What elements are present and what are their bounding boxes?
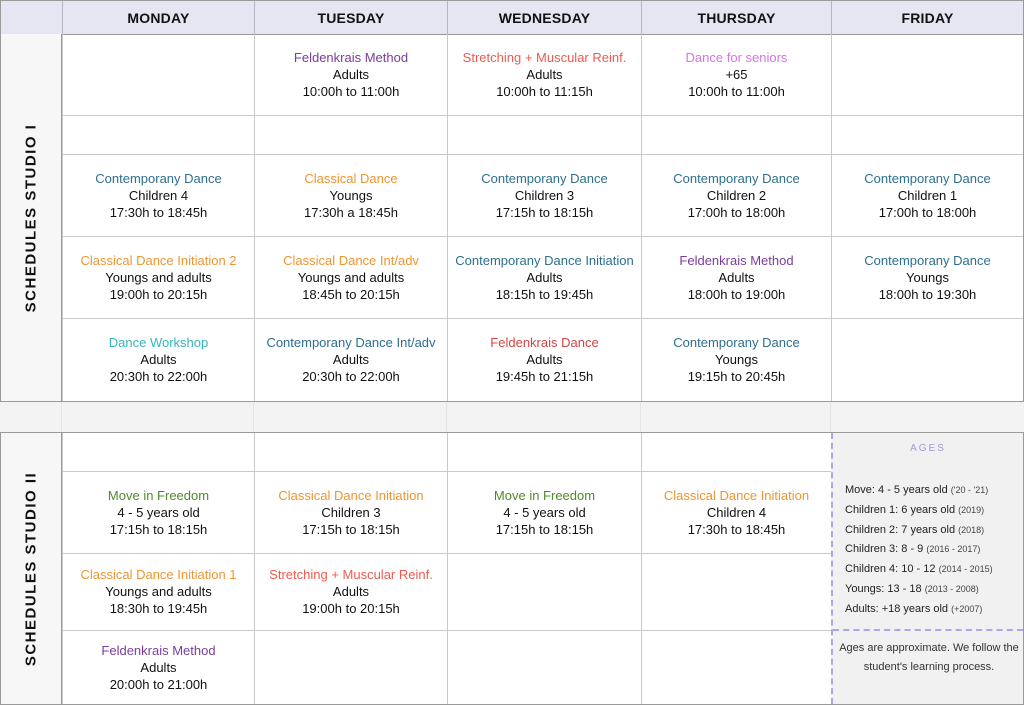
class-hours: 17:30h to 18:45h — [687, 521, 786, 537]
class-hours: 20:30h to 22:00h — [109, 369, 208, 384]
class-age-group: Adults — [332, 584, 370, 599]
studio-2-side-label — [1, 433, 62, 704]
class-hours: 19:00h to 20:15h — [302, 601, 400, 616]
class-age-group: Children 4 — [128, 187, 189, 203]
empty-cell — [831, 115, 1023, 154]
class-title: Contemporany Dance — [481, 170, 608, 186]
header-friday: FRIDAY — [831, 1, 1023, 34]
age-group-range: 7 years old — [901, 523, 956, 536]
header-tuesday: TUESDAY — [254, 1, 447, 34]
class-age-group: Youngs and adults — [105, 584, 212, 599]
class-title: Move in Freedom — [107, 487, 210, 503]
age-group-range: 4 - 5 years old — [878, 484, 948, 496]
class-title: Classical Dance Initiation 1 — [80, 567, 237, 582]
empty-cell — [62, 433, 254, 471]
header-wednesday: WEDNESDAY — [447, 1, 641, 34]
age-group-range: 8 - 9 — [901, 543, 924, 556]
empty-cell — [254, 433, 447, 471]
class-hours: 17:00h to 18:00h — [878, 204, 977, 220]
class-cell — [641, 34, 831, 115]
class-cell — [831, 236, 1023, 318]
age-group-years: (2014 - 2015) — [938, 564, 993, 575]
class-cell — [62, 553, 254, 630]
class-title: Move in Freedom — [493, 487, 596, 503]
class-age-group: Adults — [526, 269, 563, 285]
age-group-item — [845, 501, 1021, 521]
class-hours: 19:15h to 20:45h — [687, 369, 786, 384]
class-title: Contemporany Dance — [864, 252, 991, 268]
class-hours: 18:45h to 20:15h — [302, 286, 400, 302]
class-age-group: 4 - 5 years old — [117, 504, 200, 520]
empty-cell — [641, 433, 831, 471]
class-hours: 17:15h to 18:15h — [495, 521, 594, 537]
class-age-group: Adults — [526, 66, 563, 82]
age-group-years: (2019) — [958, 504, 985, 515]
class-age-group: Adults — [526, 352, 563, 367]
class-age-group: Adults — [140, 352, 177, 367]
ages-title: AGES — [910, 443, 946, 454]
age-group-label: Children 1: — [845, 503, 899, 516]
class-age-group: Youngs — [906, 269, 949, 285]
empty-cell — [447, 115, 641, 154]
class-hours: 17:15h to 18:15h — [302, 521, 400, 537]
age-group-range: +18 years old — [881, 602, 949, 615]
class-hours: 10:00h to 11:15h — [496, 83, 593, 99]
class-hours: 18:15h to 19:45h — [495, 286, 594, 302]
class-title: Contemporany Dance — [673, 170, 800, 186]
table-separator — [0, 402, 1024, 432]
class-hours: 19:00h to 20:15h — [109, 286, 208, 302]
age-group-label: Youngs: — [845, 582, 885, 595]
header-thursday: THURSDAY — [641, 1, 831, 34]
class-hours: 18:00h to 19:00h — [687, 286, 786, 302]
class-cell — [62, 318, 254, 401]
class-cell — [447, 154, 641, 236]
studio-2-label: SCHEDULES STUDIO II — [22, 471, 40, 666]
class-age-group: Children 3 — [321, 504, 381, 520]
empty-cell — [641, 630, 831, 704]
class-title: Classical Dance Initiation — [278, 487, 424, 503]
class-cell — [447, 34, 641, 115]
class-title: Contemporany Dance Initiation — [455, 252, 634, 268]
empty-cell — [641, 553, 831, 630]
age-group-range: 13 - 18 — [887, 582, 922, 595]
class-title: Feldenkrais Method — [679, 252, 794, 268]
ages-divider — [833, 629, 1023, 631]
age-group-years: (2013 - 2008) — [924, 583, 979, 594]
class-age-group: 4 - 5 years old — [503, 504, 586, 520]
age-group-label: Move: — [845, 484, 875, 496]
class-age-group: Adults — [140, 659, 177, 675]
class-age-group: Children 2 — [706, 187, 767, 203]
empty-cell — [447, 553, 641, 630]
class-cell — [62, 236, 254, 318]
empty-cell — [447, 433, 641, 471]
class-hours: 17:30h to 18:45h — [109, 204, 208, 220]
class-title: Contemporany Dance — [864, 170, 991, 186]
class-age-group: Adults — [332, 66, 370, 82]
empty-cell — [62, 34, 254, 115]
class-cell — [641, 154, 831, 236]
class-hours: 20:30h to 22:00h — [302, 369, 400, 384]
class-title: Classical Dance Initiation — [663, 487, 810, 503]
ages-note: Ages are approximate. We follow the student's learning process. — [839, 642, 1019, 673]
class-cell — [641, 236, 831, 318]
age-group-range: 6 years old — [901, 503, 956, 516]
day-header-row — [1, 1, 1023, 35]
class-cell — [447, 471, 641, 553]
class-title: Contemporany Dance Int/adv — [266, 335, 436, 350]
class-age-group: +65 — [725, 66, 748, 82]
class-age-group: Youngs and adults — [105, 269, 212, 285]
class-age-group: Youngs — [715, 352, 758, 367]
age-group-range: 10 - 12 — [901, 563, 936, 576]
class-cell — [62, 630, 254, 704]
class-title: Classical Dance Int/adv — [283, 252, 419, 268]
studio-1-side-label — [1, 34, 62, 401]
class-cell — [254, 236, 447, 318]
studio-1-label: SCHEDULES STUDIO I — [22, 123, 40, 312]
class-cell — [254, 471, 447, 553]
class-title: Feldenkrais Method — [101, 642, 216, 658]
class-title: Dance Workshop — [108, 335, 209, 350]
age-group-label: Children 3: — [845, 543, 899, 556]
class-hours: 20:00h to 21:00h — [109, 676, 208, 692]
empty-cell — [62, 115, 254, 154]
class-cell — [62, 471, 254, 553]
class-title: Classical Dance Initiation 2 — [80, 252, 237, 268]
class-cell — [641, 318, 831, 401]
age-group-item — [845, 481, 1021, 501]
ages-legend-panel — [831, 433, 1023, 704]
class-hours: 17:00h to 18:00h — [687, 204, 786, 220]
class-age-group: Children 1 — [897, 187, 958, 203]
age-group-item — [845, 600, 1021, 620]
class-title: Feldenkrais Dance — [490, 335, 599, 350]
ages-list — [845, 481, 1021, 620]
header-monday: MONDAY — [62, 1, 254, 34]
empty-cell — [254, 630, 447, 704]
age-group-years: (2018) — [958, 524, 985, 535]
age-group-item — [845, 540, 1021, 560]
class-title: Contemporany Dance — [95, 170, 222, 186]
class-age-group: Children 3 — [514, 187, 575, 203]
class-title: Feldenkrais Method — [293, 49, 409, 65]
empty-cell — [254, 115, 447, 154]
empty-cell — [831, 34, 1023, 115]
class-cell — [254, 34, 447, 115]
class-cell — [831, 154, 1023, 236]
empty-cell — [447, 630, 641, 704]
class-hours: 17:15h to 18:15h — [495, 204, 594, 220]
class-title: Dance for seniors — [685, 49, 788, 65]
class-cell — [447, 236, 641, 318]
age-group-label: Children 2: — [845, 523, 899, 536]
class-hours: 18:00h to 19:30h — [878, 286, 977, 302]
age-group-years: ('20 - '21) — [950, 485, 989, 495]
age-group-years: (2016 - 2017) — [926, 544, 981, 555]
header-corner — [1, 1, 62, 34]
class-age-group: Youngs — [329, 187, 373, 203]
empty-cell — [831, 318, 1023, 401]
empty-cell — [641, 115, 831, 154]
class-title: Classical Dance — [304, 170, 398, 186]
class-hours: 10:00h to 11:00h — [688, 83, 785, 99]
class-cell — [254, 154, 447, 236]
class-title: Stretching + Muscular Reinf. — [269, 567, 433, 582]
class-age-group: Youngs and adults — [297, 269, 405, 285]
age-group-item — [845, 580, 1021, 600]
class-hours: 19:45h to 21:15h — [495, 369, 594, 384]
class-title: Stretching + Muscular Reinf. — [462, 49, 627, 65]
age-group-years: (+2007) — [951, 603, 983, 614]
age-group-label: Adults: — [845, 602, 879, 615]
class-hours: 10:00h to 11:00h — [302, 83, 400, 99]
studio-2-schedule-table — [0, 432, 1024, 705]
class-title: Contemporany Dance — [673, 335, 800, 350]
class-hours: 17:30h a 18:45h — [304, 204, 398, 220]
age-group-label: Children 4: — [845, 563, 899, 576]
age-group-item — [845, 560, 1021, 580]
class-hours: 17:15h to 18:15h — [109, 521, 208, 537]
class-cell — [641, 471, 831, 553]
class-hours: 18:30h to 19:45h — [109, 601, 208, 616]
class-cell — [254, 318, 447, 401]
class-age-group: Adults — [332, 352, 370, 367]
class-age-group: Adults — [718, 269, 755, 285]
age-group-item — [845, 521, 1021, 541]
class-cell — [447, 318, 641, 401]
class-cell — [254, 553, 447, 630]
class-age-group: Children 4 — [706, 504, 767, 520]
class-cell — [62, 154, 254, 236]
